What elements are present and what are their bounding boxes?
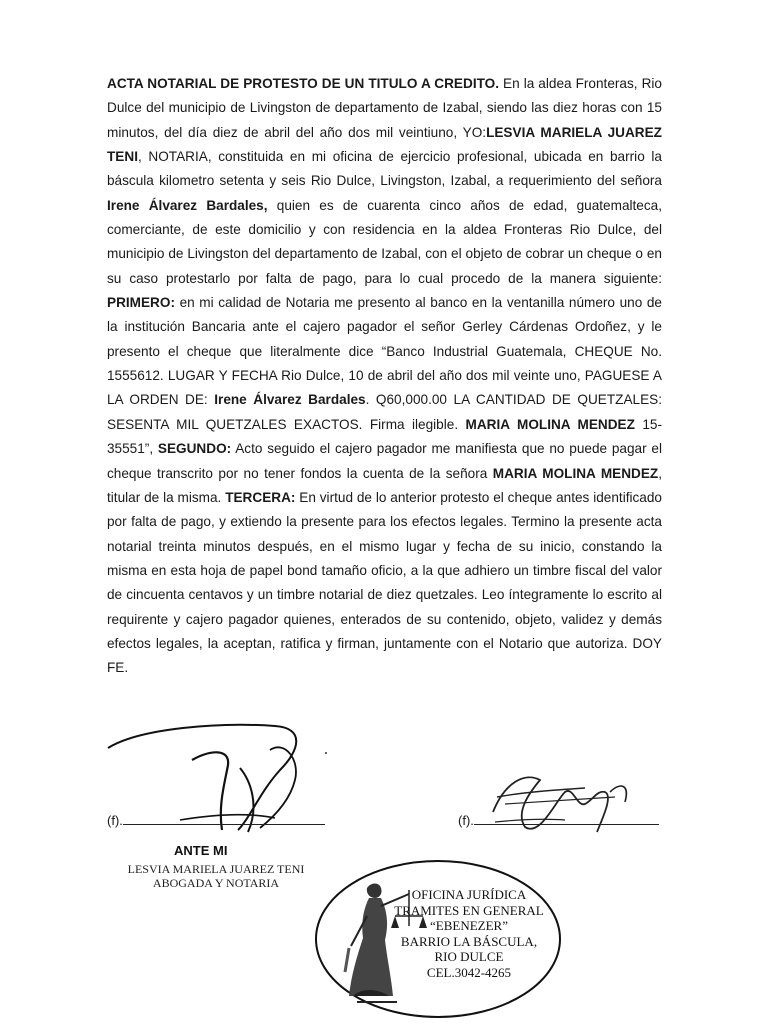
- notary-block: [110, 862, 322, 890]
- signature-underline: [474, 812, 659, 825]
- signature-underline: [123, 812, 325, 825]
- bold-text-run: PRIMERO:: [107, 295, 175, 311]
- text-run: 15-35551”,: [107, 416, 662, 457]
- left-signature-line: [107, 812, 325, 828]
- ante-mi-label: ANTE MI: [174, 843, 228, 858]
- bold-text-run: Irene Álvarez Bardales,: [107, 197, 268, 213]
- text-run: en mi calidad de Notaria me presento al banco en la ventanilla número uno de la institución Bancaria ante el cajero pagador el señor Gerley Cárdenas Ordoñez, y le presento el cheque que literalmente dice “Banco Industrial Guatemala, CHEQUE No. 1555612. LUGAR Y FECHA Rio Dulce, 10 de abril del año dos mil veinte uno, PAGUESE A LA ORDEN DE:: [107, 295, 662, 408]
- text-run: Acto seguido el cajero pagador me manifiesta que no puede pagar el cheque transcrito por no tener fondos la cuenta de la señora: [107, 441, 663, 481]
- bold-text-run: TERCERA:: [225, 489, 296, 505]
- text-run: quien es de cuarenta cinco años de edad, guatemalteca, comerciante, de este domicilio y con residencia en la aldea Fronteras Rio Dulce, del municipio de Livingston del departamento de Izabal, con el objeto de cobrar un cheque o en su caso protestarlo por falta de pago, para lo cual procedo de la manera siguiente:: [107, 197, 662, 286]
- text-run: , titular de la misma.: [107, 465, 662, 505]
- signature-prefix: (f).: [458, 813, 474, 828]
- notarial-act-paragraph: [107, 72, 662, 681]
- stamp-line: RIO DULCE: [434, 949, 504, 964]
- ink-dot: [325, 752, 327, 754]
- text-run: En la aldea Fronteras, Rio Dulce del municipio de Livingston de departamento de Izabal, siendo las diez horas con 15 minutos, del día diez de abril del año dos mil veintiuno, YO:: [107, 76, 662, 140]
- bold-text-run: ACTA NOTARIAL DE PROTESTO DE UN TITULO A CREDITO.: [107, 76, 499, 91]
- stamp-line: “EBENEZER”: [430, 918, 508, 933]
- cajero-signature-icon: [485, 762, 635, 842]
- stamp-line: TRAMITES EN GENERAL: [394, 902, 544, 918]
- stamp-line: OFICINA JURÍDICA: [411, 887, 527, 902]
- stamp-line: CEL.3042-4265: [426, 964, 512, 980]
- bold-text-run: Irene Álvarez Bardales: [214, 392, 366, 408]
- bold-text-run: LESVIA MARIELA JUAREZ TENI: [107, 124, 662, 165]
- bold-text-run: SEGUNDO:: [157, 441, 232, 457]
- notary-title: ABOGADA Y NOTARIA: [152, 876, 280, 890]
- text-run: . Q60,000.00 LA CANTIDAD DE QUETZALES: SESENTA MIL QUETZALES EXACTOS. Firma ilegible.: [107, 392, 662, 432]
- stamp-line: BARRIO LA BÁSCULA,: [400, 933, 538, 949]
- stamp-text: [384, 887, 554, 980]
- bold-text-run: MARIA MOLINA MENDEZ: [492, 465, 659, 481]
- bold-text-run: MARIA MOLINA MENDEZ: [465, 416, 635, 432]
- right-signature-line: [458, 812, 659, 828]
- signature-prefix: (f).: [107, 813, 123, 828]
- text-run: , NOTARIA, constituida en mi oficina de ejercicio profesional, ubicada en barrio la báscula kilometro setenta y seis Rio Dulce, Livingston, Izabal, a requerimiento del señora: [107, 149, 662, 189]
- text-run: En virtud de lo anterior protesto el cheque antes identificado por falta de pago, y extiendo la presente para los efectos legales. Termino la presente acta notarial treinta minutos después, en el mismo lugar y fecha de su inicio, constando la misma en esta hoja de papel bond tamaño oficio, a la que adhiero un timbre fiscal del valor de cincuenta centavos y un timbre notarial de diez quetzales. Leo íntegramente lo escrito al requirente y cajero pagador quienes, enterados de su contenido, objeto, validez y demás efectos legales, la aceptan, ratifica y firman, juntamente con el Notario que autoriza. DOY FE.: [107, 489, 662, 676]
- notary-name: LESVIA MARIELA JUAREZ TENI: [127, 862, 305, 876]
